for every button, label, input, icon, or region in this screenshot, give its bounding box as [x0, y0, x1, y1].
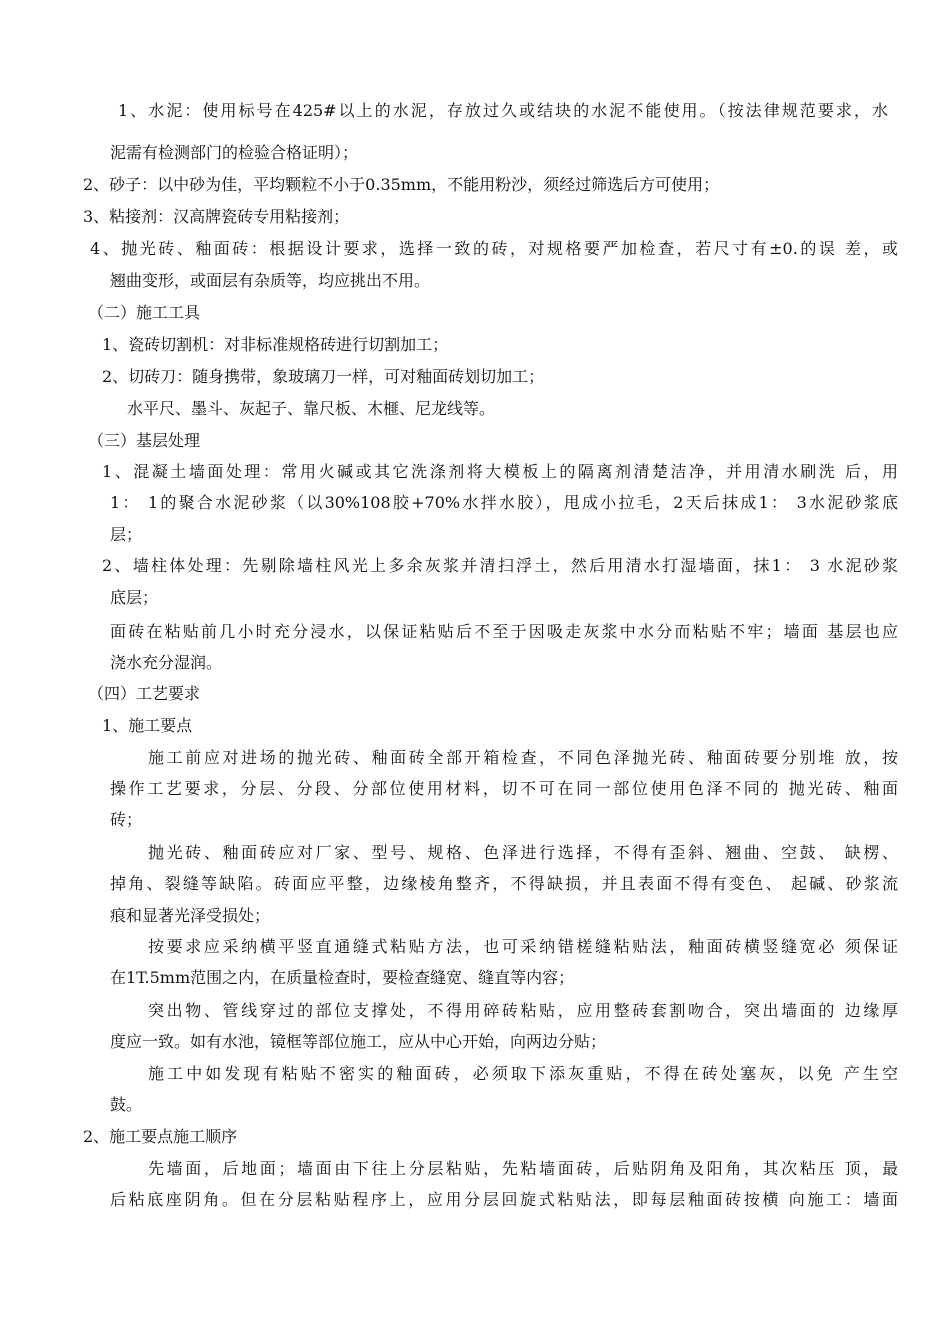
text-line: 后粘底座阴角。但在分层粘贴程序上，应用分层回旋式粘贴法，即每层釉面砖按横 向施工：墙面	[110, 1190, 898, 1209]
text-line: 施工中如发现有粘贴不密实的釉面砖，必须取下添灰重贴，不得在砖处塞灰，以免 产生空	[148, 1064, 898, 1083]
text-line: 掉角、裂缝等缺陷。砖面应平整，边缘棱角整齐，不得缺损，并且表面不得有变色、 起碱、砂浆流	[110, 874, 898, 893]
text-line: 面砖在粘贴前几小时充分浸水，以保证粘贴后不至于因吸走灰浆中水分而粘贴不牢；墙面 基层也应	[110, 622, 898, 641]
text-line: 操作工艺要求，分层、分段、分部位使用材料，切不可在同一部位使用色泽不同的 抛光砖、釉面	[110, 779, 898, 798]
section-heading: （四）工艺要求	[88, 684, 201, 703]
text-line: 突出物、管线穿过的部位支撑处，不得用碎砖粘贴，应用整砖套割吻合，突出墙面的 边缘厚	[148, 1001, 898, 1020]
text-line: 鼓。	[110, 1095, 143, 1114]
text-line: 层；	[110, 525, 143, 544]
text-line: 水平尺、墨斗、灰起子、靠尺板、木榧、尼龙线等。	[127, 399, 496, 418]
text-line: 1、瓷砖切割机：对非标准规格砖进行切割加工；	[102, 335, 449, 354]
text-line: 1、施工要点	[102, 716, 193, 735]
section-heading: （三）基层处理	[88, 431, 201, 450]
text-line: 按要求应采纳横平竖直通缝式粘贴方法，也可采纳错槎缝粘贴法，釉面砖横竖缝宽必 须保证	[148, 937, 898, 956]
section-heading: 2、施工要点施工顺序	[83, 1127, 238, 1146]
text-line: 2、切砖刀：随身携带，象玻璃刀一样，可对釉面砖划切加工；	[102, 367, 545, 386]
text-line: 浇水充分湿润。	[110, 653, 223, 672]
text-line: 底层；	[110, 588, 159, 607]
text-line: 度应一致。如有水池，镜框等部位施工，应从中心开始，向两边分贴；	[110, 1032, 607, 1051]
text-line: 4、抛光砖、釉面砖：根据设计要求，选择一致的砖，对规格要严加检查，若尺寸有±0.的误 差，或	[90, 239, 898, 258]
text-line: 施工前应对进场的抛光砖、釉面砖全部开箱检查，不同色泽抛光砖、釉面砖要分别堆 放，按	[148, 748, 898, 767]
text-line: 1： 1的聚合水泥砂浆（以30%108胶+70%水拌水胶），甩成小拉毛，2天后抹成1： 3水泥砂浆底	[110, 493, 898, 512]
text-line: 翘曲变形，或面层有杂质等，均应挑出不用。	[110, 271, 431, 290]
text-line: 在1T.5mm范围之内，在质量检查时，要检查缝宽、缝直等内容；	[110, 968, 575, 987]
text-line: 3、粘接剂：汉高牌瓷砖专用粘接剂；	[83, 207, 350, 226]
text-line: 先墙面，后地面；墙面由下往上分层粘贴，先粘墙面砖，后贴阴角及阳角，其次粘压 顶，最	[148, 1159, 898, 1178]
text-line: 1、混凝土墙面处理：常用火碱或其它洗涤剂将大模板上的隔离剂清楚洁净，并用清水刷洗 后，用	[102, 462, 898, 481]
text-line: 2、墙柱体处理：先剔除墙柱风光上多余灰浆并清扫浮土，然后用清水打湿墙面，抹1： 3 水泥砂浆	[102, 556, 898, 575]
section-heading: （二）施工工具	[88, 303, 201, 322]
text-line: 抛光砖、釉面砖应对厂家、型号、规格、色泽进行选择，不得有歪斜、翘曲、空鼓、 缺楞、	[148, 843, 898, 862]
text-line: 2、砂子：以中砂为佳，平均颗粒不小于0.35mm，不能用粉沙，须经过筛选后方可使用；	[83, 175, 720, 194]
text-line: 砖；	[110, 810, 143, 829]
text-line: 泥需有检测部门的检验合格证明）；	[110, 143, 359, 162]
text-line: 痕和显著光泽受损处；	[110, 906, 271, 925]
text-line: 1、水泥：使用标号在425#以上的水泥，存放过久或结块的水泥不能使用。（按法律规范要求，水	[118, 101, 888, 120]
